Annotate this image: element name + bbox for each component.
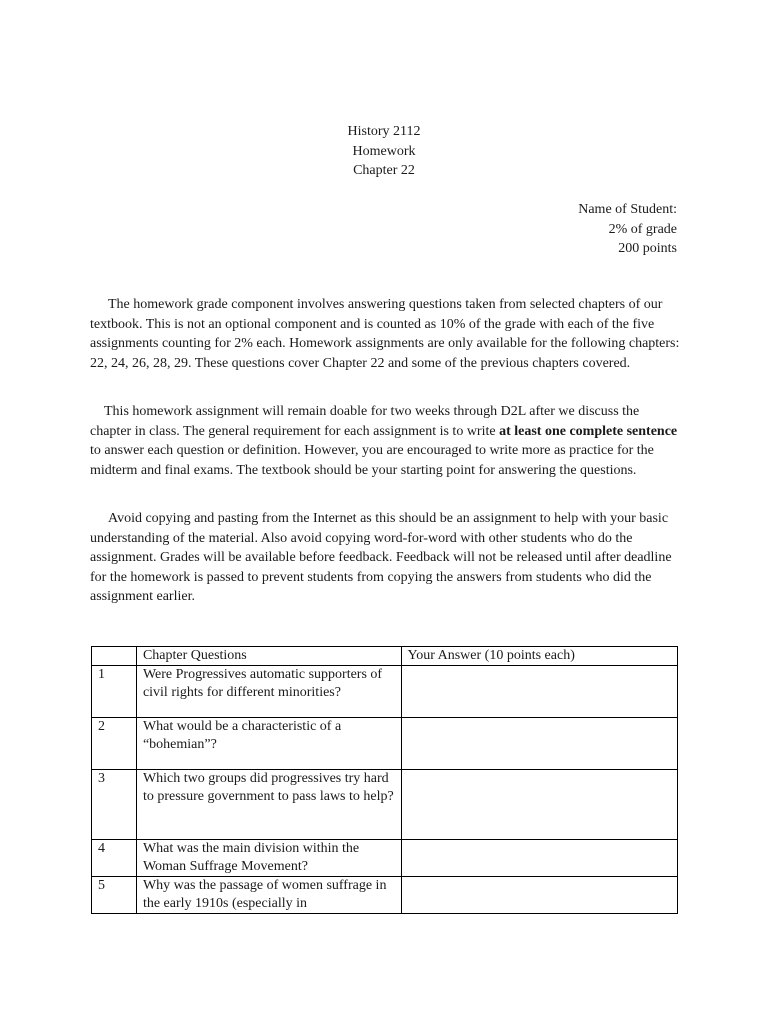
table-row bbox=[92, 666, 678, 718]
row-question: Were Progressives automatic supporters of civil rights for different minorities? bbox=[136, 666, 401, 718]
answer-cell[interactable] bbox=[401, 840, 677, 877]
answer-cell[interactable] bbox=[401, 666, 677, 718]
row-number: 1 bbox=[92, 666, 137, 718]
table-row bbox=[92, 840, 678, 877]
row-question: What was the main division within the Woman Suffrage Movement? bbox=[136, 840, 401, 877]
grade-weight: 2% of grade bbox=[608, 221, 677, 237]
row-question: Which two groups did progressives try hard to pressure government to pass laws to help? bbox=[136, 770, 401, 840]
document-header bbox=[0, 122, 768, 181]
header-number bbox=[92, 647, 137, 666]
requirements-text-before: This homework assignment will remain doable for two weeks through D2L after we discuss the chapter in class. The general requirement for each assignment is to write bbox=[90, 404, 640, 439]
chapter-title: Chapter 22 bbox=[353, 163, 415, 178]
total-points: 200 points bbox=[618, 241, 677, 256]
requirements-paragraph bbox=[90, 402, 680, 480]
table-row bbox=[92, 718, 678, 770]
table-row bbox=[92, 770, 678, 840]
table-header-row bbox=[92, 647, 678, 666]
row-question: Why was the passage of women suffrage in the early 1910s (especially in bbox=[136, 877, 401, 914]
questions-table bbox=[91, 646, 678, 914]
requirements-bold-text: at least one complete sentence bbox=[499, 423, 678, 439]
answer-cell[interactable] bbox=[401, 718, 677, 770]
header-answer: Your Answer (10 points each) bbox=[401, 647, 677, 666]
assignment-type: Homework bbox=[352, 143, 416, 159]
student-name-label: Name of Student: bbox=[578, 202, 677, 217]
answer-cell[interactable] bbox=[401, 877, 677, 914]
intro-paragraph: The homework grade component involves answering questions taken from selected chapters of our textbook. This is not an optional component and is counted as 10% of the grade with each of the five assignments counting for 2% each. Homework assignments are only available for the following chapters: 22, 24, 26, 28, 29. These questions cover Chapter 22 and some of the previous chapters covered. bbox=[90, 297, 680, 371]
row-number: 4 bbox=[92, 840, 137, 877]
header-questions: Chapter Questions bbox=[136, 647, 401, 666]
row-number: 2 bbox=[92, 718, 137, 770]
integrity-paragraph: Avoid copying and pasting from the Internet as this should be an assignment to help with your basic understanding of the material. Also avoid copying word-for-word with other students who do the assignment. Grades will be available before feedback. Feedback will not be released until after deadline for the homework is passed to prevent students from copying the answers from students who did the assignment earlier. bbox=[90, 511, 672, 604]
table-row bbox=[92, 877, 678, 914]
row-number: 3 bbox=[92, 770, 137, 840]
row-number: 5 bbox=[92, 877, 137, 914]
course-title: History 2112 bbox=[347, 124, 421, 139]
answer-cell[interactable] bbox=[401, 770, 677, 840]
row-question: What would be a characteristic of a “bohemian”? bbox=[136, 718, 401, 770]
student-info-block bbox=[578, 200, 677, 259]
requirements-text-after: to answer each question or definition. However, you are encouraged to write more as practice for the midterm and final exams. The textbook should be your starting point for answering the questions. bbox=[90, 443, 654, 478]
